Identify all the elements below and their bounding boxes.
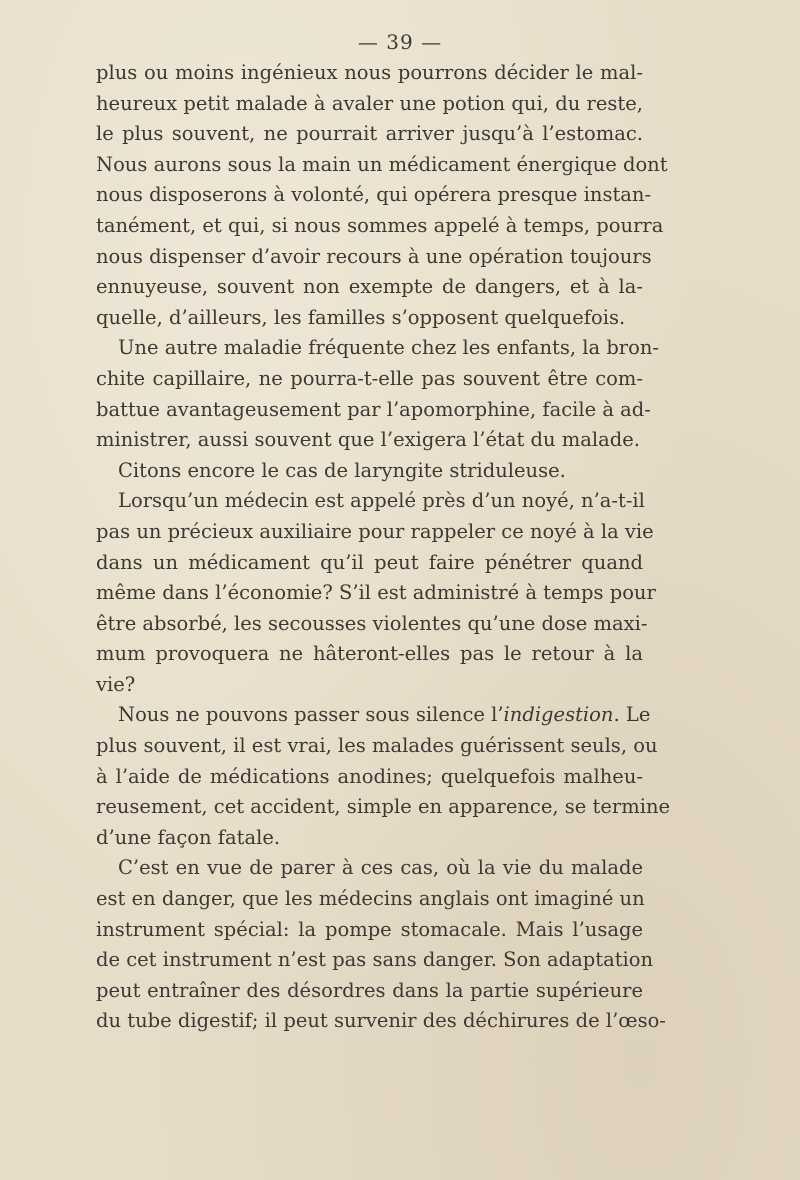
text-line: même dans l’économie? S’il est administré à temps pour xyxy=(96,581,656,605)
text-line: vie? xyxy=(96,672,136,696)
body-text xyxy=(96,58,671,1037)
text-line: d’une façon fatale. xyxy=(96,825,281,849)
text-line: plus ou moins ingénieux nous pourrons décider le mal- xyxy=(96,61,643,84)
text-line: plus souvent, il est vrai, les malades guérissent seuls, ou xyxy=(96,734,658,758)
text-line: pas un précieux auxiliaire pour rappeler ce noyé à la vie xyxy=(96,519,654,543)
text-line: mum provoquera ne hâteront-elles pas le retour à la xyxy=(96,642,643,666)
text-fragment: Nous ne pouvons passer sous silence l’ xyxy=(118,703,504,727)
text-line: C’est en vue de parer à ces cas, où la vie du malade xyxy=(118,856,643,880)
text-line: ministrer, aussi souvent que l’exigera l’état du malade. xyxy=(96,428,640,452)
text-line: tanément, et qui, si nous sommes appelé à temps, pourra xyxy=(96,213,664,237)
text-line: battue avantageusement par l’apomorphine, facile à ad- xyxy=(96,397,651,421)
text-line: de cet instrument n’est pas sans danger. Son adaptation xyxy=(96,948,654,972)
text-line: instrument spécial: la pompe stomacale. Mais l’usage xyxy=(96,917,643,941)
text-line: chite capillaire, ne pourra-t-elle pas souvent être com- xyxy=(96,366,643,390)
text-line: nous disposerons à volonté, qui opérera presque instan- xyxy=(96,183,652,207)
text-line: quelle, d’ailleurs, les familles s’opposent quelquefois. xyxy=(96,305,626,329)
text-line: reusement, cet accident, simple en apparence, se termine xyxy=(96,795,671,819)
text-line: heureux petit malade à avaler une potion qui, du reste, xyxy=(96,91,643,115)
text-line: le plus souvent, ne pourrait arriver jusqu’à l’estomac. xyxy=(96,122,643,146)
text-line xyxy=(96,700,651,731)
text-line: peut entraîner des désordres dans la partie supérieure xyxy=(96,978,643,1002)
text-line: être absorbé, les secousses violentes qu’une dose maxi- xyxy=(96,611,648,635)
text-line: du tube digestif; il peut survenir des déchirures de l’œso- xyxy=(96,1009,666,1033)
text-line: à l’aide de médications anodines; quelquefois malheu- xyxy=(96,764,643,788)
page-number: — 39 — xyxy=(357,30,443,54)
text-line: ennuyeuse, souvent non exempte de dangers, et à la- xyxy=(96,275,643,299)
text-fragment: . Le xyxy=(613,703,651,727)
text-line: Citons encore le cas de laryngite striduleuse. xyxy=(118,458,566,482)
text-line: nous dispenser d’avoir recours à une opération toujours xyxy=(96,244,652,268)
italic-term: indigestion xyxy=(503,703,614,727)
text-line: Lorsqu’un médecin est appelé près d’un noyé, n’a-t-il xyxy=(118,489,645,513)
text-line: Une autre maladie fréquente chez les enfants, la bron- xyxy=(118,336,660,360)
text-line: dans un médicament qu’il peut faire pénétrer quand xyxy=(96,550,643,574)
text-line: est en danger, que les médecins anglais ont imaginé un xyxy=(96,887,645,911)
text-line: Nous aurons sous la main un médicament énergique dont xyxy=(96,152,668,176)
